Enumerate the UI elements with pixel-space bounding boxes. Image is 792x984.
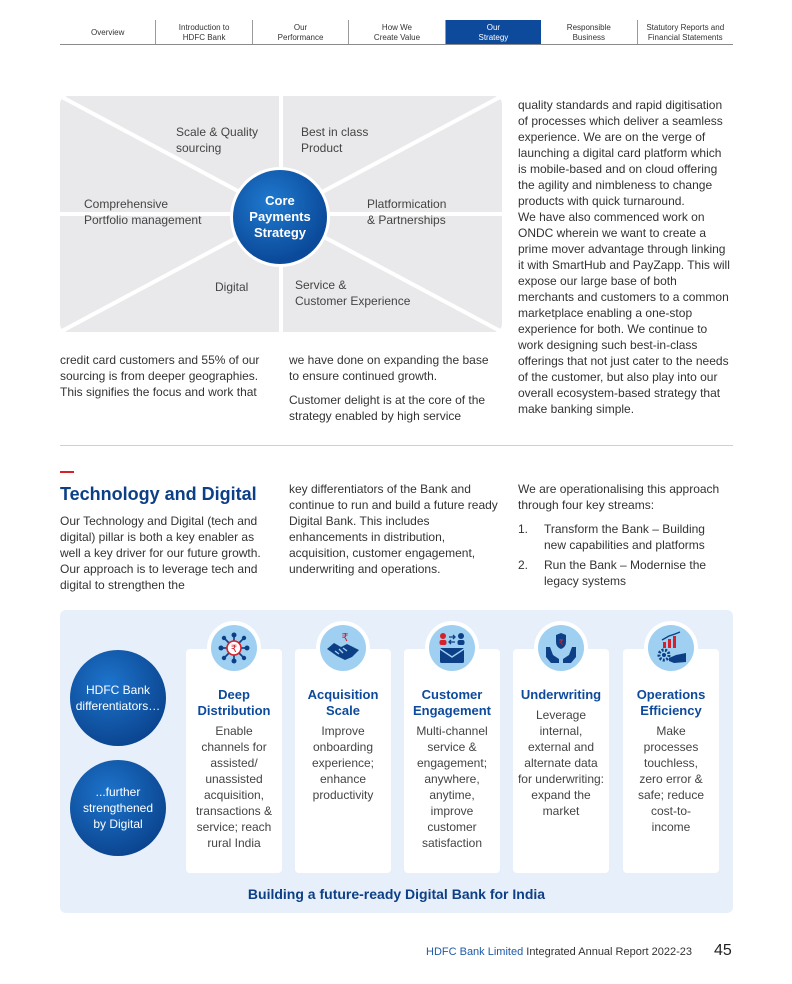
panel-footer-tagline: Building a future-ready Digital Bank for India	[247, 886, 546, 902]
label-service-experience: Service & Customer Experience	[295, 278, 411, 308]
section-divider	[60, 445, 733, 446]
footer-report-title: Integrated Annual Report 2022-23	[523, 946, 692, 958]
stream-number: 2.	[518, 558, 529, 572]
stream-item	[518, 521, 730, 553]
card-operations-efficiency	[623, 649, 719, 873]
svg-text:₹: ₹	[230, 644, 238, 655]
card-customer-engagement	[404, 649, 500, 873]
people-mail-icon	[425, 621, 479, 675]
label-platformication: Platformication & Partnerships	[367, 197, 447, 227]
card-title: Acquisition Scale	[307, 687, 379, 718]
card-deep-distribution	[186, 649, 282, 873]
card-body: Multi-channel service & engagement; anywhere, anytime, improve customer satisfaction	[416, 724, 488, 850]
upper-col1-text: credit card customers and 55% of our sourcing is from deeper geographies. This signifies the focus and work that	[60, 353, 260, 399]
card-title: Operations Efficiency	[636, 687, 706, 718]
nav-tab-overview[interactable]: Overview	[60, 20, 156, 44]
card-body: Improve onboarding experience; enhance productivity	[311, 724, 375, 802]
card-title: Customer Engagement	[412, 687, 491, 718]
upper-col2-text-1: we have done on expanding the base to ensure continued growth.	[289, 353, 489, 383]
card-body: Enable channels for assisted/ unassisted acquisition, transactions & service; reach rural India	[195, 724, 273, 850]
card-title: Deep Distribution	[197, 687, 271, 718]
tech-digital-heading: Technology and Digital	[60, 484, 257, 504]
nav-tab-create-value[interactable]: How We Create Value	[349, 20, 445, 44]
stream-number: 1.	[518, 522, 529, 536]
section-nav	[60, 20, 733, 45]
heading-accent-dash	[60, 471, 74, 473]
nav-tab-responsible-business[interactable]: Responsible Business	[541, 20, 637, 44]
stream-text: Run the Bank – Modernise the legacy systems	[544, 558, 707, 588]
handshake-icon	[316, 621, 370, 675]
upper-col2-text-2: Customer delight is at the core of the strategy enabled by high service	[289, 393, 486, 423]
nav-tab-strategy[interactable]: Our Strategy	[446, 20, 541, 44]
card-underwriting	[513, 649, 609, 873]
stream-item	[518, 557, 730, 589]
footer-brand: HDFC Bank Limited	[426, 946, 524, 958]
hands-shield-icon	[534, 621, 588, 675]
label-comprehensive-portfolio: Comprehensive Portfolio management	[84, 197, 202, 227]
tech-col1-text: Our Technology and Digital (tech and digital) pillar is both a key enabler as well a key driver for our future growth. Our approach is to leverage tech and digital to strengthen the	[60, 514, 261, 592]
differentiators-circle: HDFC Bank differentiators…	[70, 650, 166, 746]
nav-tab-statutory-reports[interactable]: Statutory Reports and Financial Statements	[646, 23, 725, 42]
gear-chart-icon	[644, 621, 698, 675]
label-digital: Digital	[215, 280, 249, 294]
core-payments-strategy-circle: Core Payments Strategy	[233, 170, 327, 264]
svg-text:₹: ₹	[341, 631, 349, 644]
digital-strengthened-circle: ...further strengthened by Digital	[70, 760, 166, 856]
upper-col3-text-1: quality standards and rapid digitisation of processes which deliver a seamless experience. We are on the verge of launching a digital card platform which is mobile-based and on cloud offering the agility and nimbleness to change products with quick turnaround.	[518, 98, 723, 208]
tech-col3	[518, 481, 730, 593]
stream-list	[518, 521, 730, 589]
tech-col2-text: key differentiators of the Bank and continue to run and build a future ready Digital Bank. This includes enhancements in distribution, acquisition, customer engagement, underwriting and operations.	[289, 482, 498, 576]
nav-tab-performance[interactable]: Our Performance	[253, 20, 349, 44]
core-payments-diagram	[60, 96, 502, 332]
label-best-in-class: Best in class Product	[301, 125, 369, 155]
upper-col3-text-2: We have also commenced work on ONDC wherein we want to create a prime mover advantage through linking it with SmartHub and PayZapp. This will expose our large base of both merchants and customers to a common marketplace enabling a one-stop experience for both. We continue to work designing such best-in-class offerings that not just cater to the needs of the customer, but also play into our overall ecosystem-based strategy that make banking simple.	[518, 210, 730, 416]
network-rupee-icon	[207, 621, 261, 675]
svg-text:₹: ₹	[558, 638, 564, 647]
nav-tab-introduction[interactable]: Introduction to HDFC Bank	[156, 20, 252, 44]
card-body: Leverage internal, external and alternate data for underwriting: expand the market	[517, 708, 605, 818]
card-acquisition-scale	[295, 649, 391, 873]
stream-text: Transform the Bank – Building new capabilities and platforms	[544, 522, 705, 552]
card-body: Make processes touchless, zero error & safe; reduce cost-to- income	[637, 724, 705, 834]
page-number: 45	[714, 942, 732, 959]
card-title: Underwriting	[520, 687, 602, 702]
label-scale-quality: Scale & Quality sourcing	[176, 125, 259, 155]
tech-col3-intro: We are operationalising this approach through four key streams:	[518, 482, 720, 512]
page-footer	[426, 946, 692, 958]
